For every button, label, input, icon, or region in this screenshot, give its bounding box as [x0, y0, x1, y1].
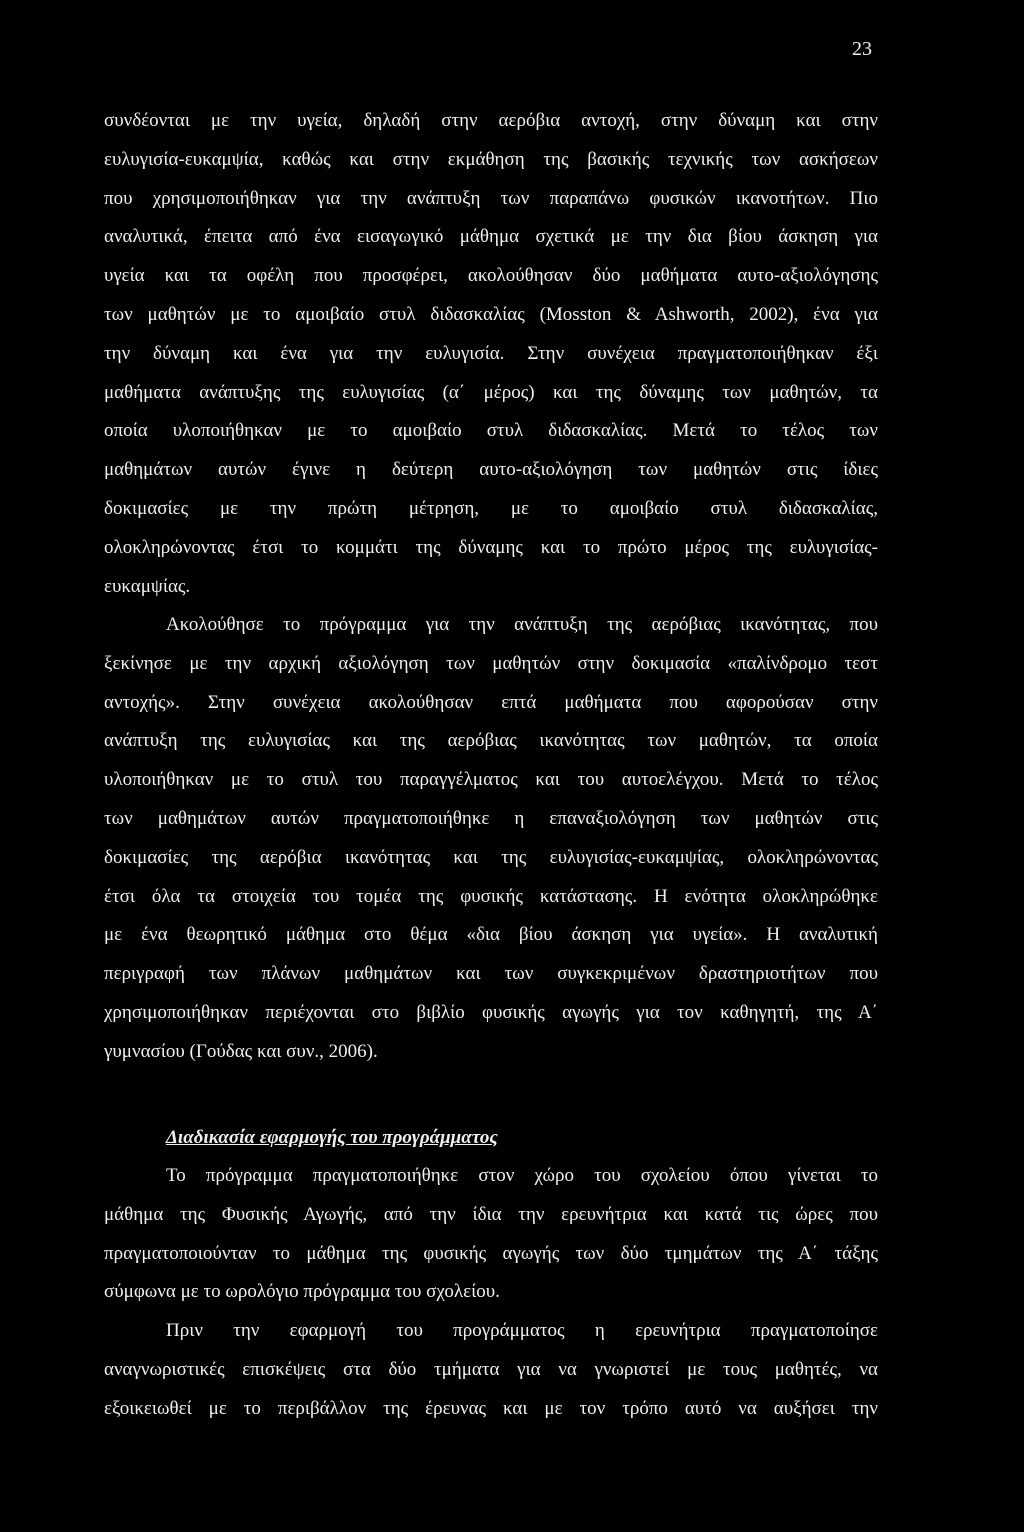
- paragraph-line: μαθημάτων αυτών έγινε η δεύτερη αυτο-αξιολόγηση των μαθητών στις ίδιες: [104, 459, 878, 481]
- paragraph-line: συνδέονται με την υγεία, δηλαδή στην αερόβια αντοχή, στην δύναμη και στην: [104, 110, 878, 131]
- paragraph-line: αναλυτικά, έπειτα από ένα εισαγωγικό μάθημα σχετικά με την δια βίου άσκηση για: [104, 226, 878, 248]
- paragraph-4: [104, 1312, 878, 1428]
- paragraph-line: Το πρόγραμμα πραγματοποιήθηκε στον χώρο του σχολείου όπου γίνεται το: [166, 1165, 878, 1186]
- paragraph-line: εξοικειωθεί με το περιβάλλον της έρευνας και με τον τρόπο αυτό να αυξήσει την: [104, 1397, 878, 1419]
- paragraph-line: με ένα θεωρητικό μάθημα στο θέμα «δια βίου άσκηση για υγεία». Η αναλυτική: [104, 924, 878, 946]
- paragraph-line: των μαθητών με το αμοιβαίο στυλ διδασκαλίας (Mosston & Ashworth, 2002), ένα για: [104, 303, 878, 325]
- paragraph-line: ευκαμψίας.: [104, 575, 191, 597]
- paragraph-line: υγεία και τα οφέλη που προσφέρει, ακολούθησαν δύο μαθήματα αυτο-αξιολόγησης: [104, 265, 878, 287]
- paragraph-line: την δύναμη και ένα για την ευλυγισία. Στην συνέχεια πραγματοποιήθηκαν έξι: [104, 342, 878, 364]
- paragraph-line: χρησιμοποιήθηκαν περιέχονται στο βιβλίο φυσικής αγωγής για τον καθηγητή, της Α΄: [104, 1001, 878, 1023]
- paragraph-line: έτσι όλα τα στοιχεία του τομέα της φυσικής κατάστασης. Η ενότητα ολοκληρώθηκε: [104, 885, 878, 907]
- paragraph-line: δοκιμασίες με την πρώτη μέτρηση, με το αμοιβαίο στυλ διδασκαλίας,: [104, 497, 878, 519]
- paragraph-line: περιγραφή των πλάνων μαθημάτων και των συγκεκριμένων δραστηριοτήτων που: [104, 963, 878, 985]
- paragraph-line: ολοκληρώνοντας έτσι το κομμάτι της δύναμης και το πρώτο μέρος της ευλυγισίας-: [104, 536, 878, 558]
- page-number: 23: [852, 38, 872, 60]
- paragraph-line: μαθήματα ανάπτυξης της ευλυγισίας (α΄ μέρος) και της δύναμης των μαθητών, τα: [104, 381, 878, 403]
- paragraph-line: αναγνωριστικές επισκέψεις στα δύο τμήματα για να γνωριστεί με τους μαθητές, να: [104, 1358, 878, 1380]
- paragraph-line: υλοποιήθηκαν με το στυλ του παραγγέλματος και του αυτοελέγχου. Μετά το τέλος: [104, 769, 878, 791]
- paragraph-line: ξεκίνησε με την αρχική αξιολόγηση των μαθητών στην δοκιμασία «παλίνδρομο τεστ: [104, 652, 878, 674]
- paragraph-line: πραγματοποιούνταν το μάθημα της φυσικής αγωγής των δύο τμημάτων της Α΄ τάξης: [104, 1242, 878, 1264]
- paragraph-line: των μαθημάτων αυτών πραγματοποιήθηκε η επαναξιολόγηση των μαθητών στις: [104, 807, 878, 829]
- paragraph-line: αντοχής». Στην συνέχεια ακολούθησαν επτά μαθήματα που αφορούσαν στην: [104, 691, 878, 713]
- paragraph-line: μάθημα της Φυσικής Αγωγής, από την ίδια την ερευνήτρια και κατά τις ώρες που: [104, 1203, 878, 1225]
- paragraph-line: γυμνασίου (Γούδας και συν., 2006).: [104, 1040, 378, 1062]
- section-heading: Διαδικασία εφαρμογής του προγράμματος: [166, 1127, 498, 1148]
- paragraph-line: Ακολούθησε το πρόγραμμα για την ανάπτυξη της αερόβιας ικανότητας, που: [166, 614, 878, 635]
- paragraph-3: [104, 1157, 878, 1312]
- paragraph-line: Πριν την εφαρμογή του προγράμματος η ερευνήτρια πραγματοποίησε: [166, 1320, 878, 1341]
- paragraph-2: [104, 606, 878, 1072]
- paragraph-line: σύμφωνα με το ωρολόγιο πρόγραμμα του σχολείου.: [104, 1281, 500, 1303]
- paragraph-line: που χρησιμοποιήθηκαν για την ανάπτυξη των παραπάνω φυσικών ικανοτήτων. Πιο: [104, 187, 878, 209]
- paragraph-1: [104, 102, 878, 606]
- paragraph-line: ευλυγισία-ευκαμψία, καθώς και στην εκμάθηση της βασικής τεχνικής των ασκήσεων: [104, 148, 878, 170]
- paragraph-line: δοκιμασίες της αερόβια ικανότητας και της ευλυγισίας-ευκαμψίας, ολοκληρώνοντας: [104, 846, 878, 868]
- paragraph-line: οποία υλοποιήθηκαν με το αμοιβαίο στυλ διδασκαλίας. Μετά το τέλος των: [104, 420, 878, 442]
- paragraph-line: ανάπτυξη της ευλυγισίας και της αερόβιας ικανότητας των μαθητών, τα οποία: [104, 730, 878, 752]
